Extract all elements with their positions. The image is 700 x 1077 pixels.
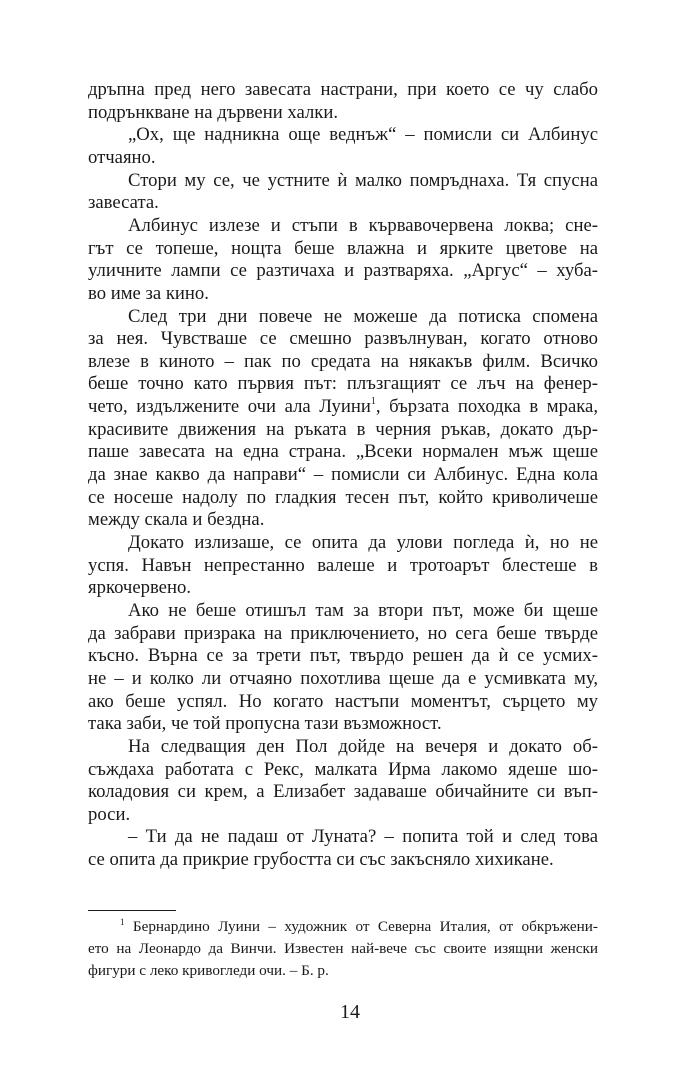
text-line: уличните лампи се разтичаха и разтваряха. „Аргус“ – хуба- bbox=[88, 260, 598, 282]
text-line: между скала и бездна. bbox=[88, 509, 265, 531]
text-line: се опита да прикрие грубостта си със закъсняло хихикане. bbox=[88, 849, 554, 871]
page-number: 14 bbox=[340, 1001, 360, 1023]
text-line: ако беше успял. Но когато настъпи моментът, сърцето му bbox=[88, 690, 598, 712]
text-line: подрънкване на дървени халки. bbox=[88, 101, 339, 123]
text-line: беше точно като първия път: плъзгащият се лъч на фенер- bbox=[88, 373, 598, 395]
text-line: Стори му се, че устните ѝ малко помръднаха. Тя спусна bbox=[128, 169, 598, 191]
text-line: гът се топеше, нощта беше влажна и ярките цветове на bbox=[88, 237, 598, 259]
text-line: во име за кино. bbox=[88, 282, 209, 304]
text-line: да знае какво да направи“ – помисли си Албинус. Една кола bbox=[88, 464, 598, 485]
text-line: Докато излизаше, се опита да улови погледа ѝ, но не bbox=[128, 532, 598, 553]
footnote-marker: 1 bbox=[120, 917, 125, 927]
footnote-text: фигури с леко кривогледи очи. – Б. р. bbox=[88, 962, 329, 979]
text-line: На следващия ден Пол дойде на вечеря и докато об- bbox=[128, 735, 598, 757]
text-line: завесата. bbox=[88, 192, 159, 214]
text-line: успя. Навън непрестанно валеше и тротоарът блестеше в bbox=[88, 554, 598, 576]
footnote-separator bbox=[88, 910, 176, 911]
text-line: късно. Върна се за трети път, твърдо решен да ѝ се усмих- bbox=[88, 645, 598, 667]
text-line: влезе в киното – пак по средата на някакъв филм. Всичко bbox=[88, 350, 598, 372]
text-line: така заби, че той пропусна тази възможност. bbox=[88, 713, 442, 735]
text-span: чето, издължените очи ала Луини bbox=[88, 396, 371, 418]
footnote-line bbox=[88, 960, 598, 982]
text-line: яркочервено. bbox=[88, 577, 191, 599]
text-line: „Ох, ще надникна още веднъж“ – помисли си Албинус bbox=[128, 124, 598, 146]
text-line: отчаяно. bbox=[88, 146, 156, 168]
text-line: Албинус излезе и стъпи в кървавочервена локва; сне- bbox=[128, 214, 598, 236]
text-line: роси. bbox=[88, 803, 131, 825]
text-line: След три дни повече не можеше да потиска спомена bbox=[128, 305, 598, 327]
text-line: да забрави призрака на приключението, но сега беше твърде bbox=[88, 622, 598, 644]
text-line: коладовия си крем, а Елизабет задаваше обичайните си въп- bbox=[88, 781, 598, 803]
text-line: не – и колко ли отчаяно похотлива щеше да е усмивката му, bbox=[88, 667, 598, 689]
text-line: Ако не беше отишъл там за втори път, може би щеше bbox=[128, 599, 598, 621]
text-span: , бързата походка в мрака, bbox=[375, 396, 598, 418]
footnote-reference: 1 bbox=[370, 396, 376, 408]
footnote-text: Бернардино Луини – художник от Северна Италия, от обкръжени- bbox=[132, 918, 598, 935]
text-line: пaше завесата на една страна. „Всеки нормален мъж щеше bbox=[88, 441, 598, 463]
text-line: дръпна пред него завесата настрани, при което се чу слабо bbox=[88, 79, 598, 100]
footnote-line bbox=[120, 916, 598, 938]
footnote-line bbox=[88, 938, 598, 960]
text-line: красивите движения на ръката в черния ръкав, докато дър- bbox=[88, 418, 598, 440]
text-line: за нея. Чувстваше се смешно развълнуван, когато отново bbox=[88, 328, 598, 350]
text-line: – Ти да не падаш от Луната? – попита той и след това bbox=[128, 826, 598, 848]
text-line: съждаха работата с Рекс, малката Ирма лакомо ядеше шо- bbox=[88, 758, 598, 780]
footnote-text: ето на Леонардо да Винчи. Известен най-вече със своите изящни женски bbox=[88, 940, 598, 957]
text-line: се носеше надолу по гладкия тесен път, който криволичеше bbox=[88, 486, 598, 508]
